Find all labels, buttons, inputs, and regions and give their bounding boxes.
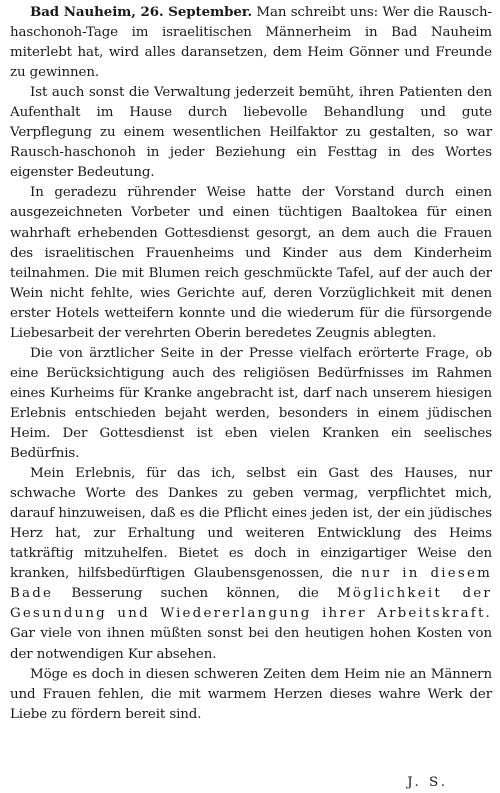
author-signature: J. S. [407,774,448,790]
emphasized-phrase-recovery: Möglichkeit der Gesundung und Wiedererlangung ihrer Arbeitskraft. [10,586,493,622]
dateline-place: Bad Nauheim [30,4,132,20]
article-paragraph-3: In geradezu rührender Weise hatte der Vorstand durch einen ausgezeichneten Vorbeter und einen tüchtigen Baaltokea für einen wahrhaft erhebenden Gottesdienst gesorgt, an dem auch die Frauen des israelitischen Frauenheims und Kinder aus dem Kinderheim teilnahmen. Die mit Blumen reich geschmückte Tafel, auf der auch der Wein nicht fehlte, wies Gerichte auf, deren Vorzüglichkeit mit denen erster Hotels wetteifern konnte und die wiederum für die fürsorgende Liebesarbeit der verehrten Oberin beredetes Zeugnis ablegten. [10,185,492,341]
article-paragraph-4: Die von ärztlicher Seite in der Presse vielfach erörterte Frage, ob eine Berücksichtigung auch des religiösen Bedürfnisses im Rahmen eines Kurheims für Kranke angebracht ist, darf nach unserem hiesigen Erlebnis entschieden bejaht werden, besonders in einem jüdischen Heim. Der Gottesdienst ist eben vielen Kranken ein seelisches Bedürfnis. [10,345,492,462]
lead-paragraph-text: Man schreibt uns: Wer die Rausch-haschonoh-Tage im israelitischen Männerheim in Bad Nauheim miterlebt hat, wird alles daransetzen, dem Heim Gönner und Freunde zu gewinnen. [10,5,492,81]
article-lead-paragraph [10,2,492,83]
article-paragraph-5 [10,464,492,664]
paragraph-5-text-end: Gar viele von ihnen müßten sonst bei den heutigen hohen Kosten von der notwendigen Kur absehen. [10,626,492,662]
article-paragraph-6: Möge es doch in diesen schweren Zeiten dem Heim nie an Männern und Frauen fehlen, die mit warmem Herzen dieses wahre Werk der Liebe zu fördern bereit sind. [10,666,492,722]
emphasized-phrase-only-this-spa: nur in diesem Bade [10,566,492,602]
article-paragraph-2: Ist auch sonst die Verwaltung jederzeit bemüht, ihren Patienten den Aufenthalt im Hause durch liebevolle Behandlung und gute Verpflegung zu einem wesentlichen Heilfaktor zu gestalten, so war Rausch-haschonoh in jeder Beziehung ein Festtag in des Wortes eigenster Bedeutung. [10,85,492,181]
paragraph-5-text-start: Mein Erlebnis, für das ich, selbst ein Gast des Hauses, nur schwache Worte des Dankes zu geben vermag, verpflichtet mich, darauf hinzuweisen, daß es die Pflicht eines jeden ist, der ein jüdisches Herz hat, zur Erhaltung und weiteren Entwicklung des Heims tatkräftig mitzuhelfen. Bietet es doch in einzigartiger Weise den kranken, hilfsbedürftigen Glaubensgenossen, die [10,466,492,582]
dateline-date: , 26. September. [131,4,253,20]
paragraph-5-text-middle: Besserung suchen können, die [53,586,337,602]
